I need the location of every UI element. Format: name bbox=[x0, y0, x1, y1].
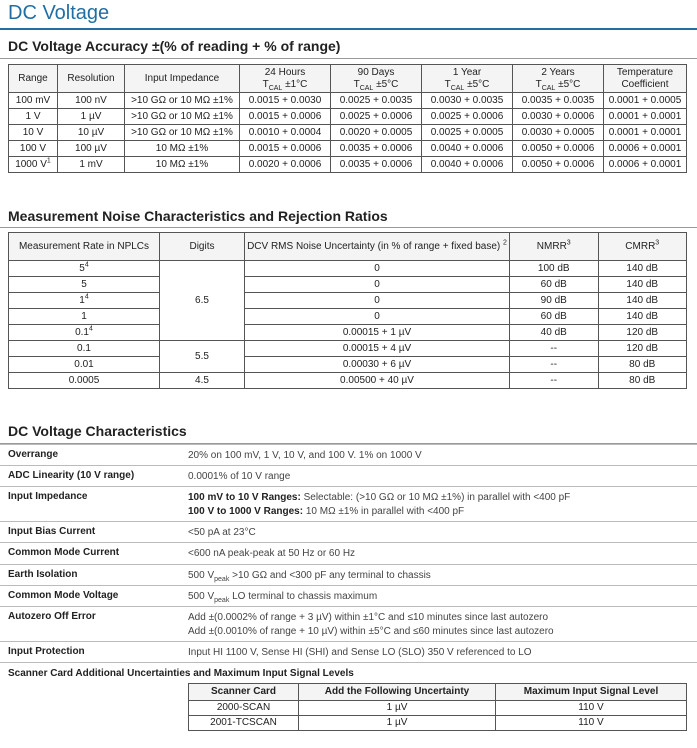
table-cell: 0.0010 + 0.0004 bbox=[240, 125, 331, 141]
table-cell: 140 dB bbox=[598, 277, 687, 293]
table-cell: 0.0040 + 0.0006 bbox=[422, 141, 513, 157]
table-cell: 0 bbox=[245, 293, 510, 309]
table-cell: >10 GΩ or 10 MΩ ±1% bbox=[125, 93, 240, 109]
table-cell: 100 mV bbox=[9, 93, 58, 109]
header-t: T bbox=[535, 78, 542, 90]
noise-title: Measurement Noise Characteristics and Rejection Ratios bbox=[8, 208, 388, 224]
header-t: T bbox=[353, 78, 360, 90]
table-cell: 100 µV bbox=[58, 141, 125, 157]
spec-value bbox=[188, 491, 570, 519]
spec-label: Input Protection bbox=[8, 646, 85, 657]
table-cell: 0.01 bbox=[9, 357, 160, 373]
col-header bbox=[331, 65, 422, 93]
cell-text: 1 bbox=[79, 294, 85, 306]
col-header: Add the Following Uncertainty bbox=[299, 684, 496, 701]
spec-label: Earth Isolation bbox=[8, 569, 78, 580]
accuracy-table bbox=[8, 64, 687, 173]
table-cell: 0.0035 + 0.0035 bbox=[513, 93, 604, 109]
title-rule bbox=[0, 28, 697, 30]
table-cell: 0.0035 + 0.0006 bbox=[331, 157, 422, 173]
table-cell: >10 GΩ or 10 MΩ ±1% bbox=[125, 109, 240, 125]
table-cell: 110 V bbox=[496, 716, 687, 731]
table-cell: 0.0015 + 0.0006 bbox=[240, 109, 331, 125]
spec-row-autozero bbox=[0, 606, 697, 642]
table-row bbox=[9, 357, 687, 373]
spec-label: Common Mode Current bbox=[8, 547, 120, 558]
spec-row-earth bbox=[0, 564, 697, 586]
col-header bbox=[510, 233, 599, 261]
table-row bbox=[9, 293, 687, 309]
col-header: Measurement Rate in NPLCs bbox=[9, 233, 160, 261]
footnote-mark: 4 bbox=[84, 293, 89, 301]
spec-value bbox=[188, 569, 431, 583]
spec-sub: peak bbox=[214, 597, 230, 604]
table-row bbox=[9, 125, 687, 141]
table-cell: 4.5 bbox=[160, 373, 245, 389]
spec-text: Add ±(0.0010% of range + 10 µV) within ±5°C and ≤60 minutes since last autozero bbox=[188, 626, 554, 637]
header-tol: ±5°C bbox=[464, 78, 490, 90]
table-cell: 0.0001 + 0.0005 bbox=[604, 93, 687, 109]
table-cell: 40 dB bbox=[510, 325, 599, 341]
spec-text: 500 V bbox=[188, 570, 215, 581]
table-cell: 5 bbox=[9, 277, 160, 293]
header-tol: ±5°C bbox=[373, 78, 399, 90]
spec-text: >10 GΩ and <300 pF any terminal to chassis bbox=[229, 570, 431, 581]
characteristics-title: DC Voltage Characteristics bbox=[8, 423, 187, 439]
table-cell: 1 µV bbox=[58, 109, 125, 125]
header-text: 90 Days bbox=[357, 66, 395, 78]
col-header: Input Impedance bbox=[125, 65, 240, 93]
table-cell: 0.1 bbox=[9, 341, 160, 357]
table-cell: 90 dB bbox=[510, 293, 599, 309]
table-cell: 0.0025 + 0.0006 bbox=[331, 109, 422, 125]
table-cell: 0.0006 + 0.0001 bbox=[604, 141, 687, 157]
scanner-title: Scanner Card Additional Uncertainties and Maximum Input Signal Levels bbox=[8, 668, 354, 679]
table-cell bbox=[9, 325, 160, 341]
table-row bbox=[9, 109, 687, 125]
table-row bbox=[9, 157, 687, 173]
spec-range-text: 10 MΩ ±1% in parallel with <400 pF bbox=[303, 506, 465, 517]
table-cell bbox=[9, 293, 160, 309]
header-sub: CAL bbox=[359, 84, 374, 92]
footnote-mark: 3 bbox=[566, 239, 571, 247]
spec-value bbox=[188, 611, 554, 639]
table-cell: 0.0020 + 0.0006 bbox=[240, 157, 331, 173]
table-cell: -- bbox=[510, 341, 599, 357]
spec-text: 500 V bbox=[188, 591, 215, 602]
table-row bbox=[189, 716, 687, 731]
table-cell: 60 dB bbox=[510, 277, 599, 293]
header-sub: CAL bbox=[450, 84, 465, 92]
table-cell: 60 dB bbox=[510, 309, 599, 325]
spec-range-text: Selectable: (>10 GΩ or 10 MΩ ±1%) in parallel with <400 pF bbox=[300, 492, 571, 503]
table-cell: 100 V bbox=[9, 141, 58, 157]
cell-text: 5 bbox=[79, 262, 85, 274]
footnote-mark: 4 bbox=[84, 261, 89, 269]
col-header: Resolution bbox=[58, 65, 125, 93]
spec-label: ADC Linearity (10 V range) bbox=[8, 470, 135, 481]
col-header bbox=[245, 233, 510, 261]
footnote-mark: 2 bbox=[503, 239, 507, 247]
header-text: DCV RMS Noise Uncertainty (in % of range + fixed base) bbox=[247, 240, 501, 252]
spec-row-bias bbox=[0, 521, 697, 543]
spec-label: Input Impedance bbox=[8, 491, 88, 502]
spec-value: Input HI 1100 V, Sense HI (SHI) and Sense LO (SLO) 350 V referenced to LO bbox=[188, 647, 532, 658]
header-sub: CAL bbox=[541, 84, 556, 92]
table-cell: >10 GΩ or 10 MΩ ±1% bbox=[125, 125, 240, 141]
table-cell: 0.0020 + 0.0005 bbox=[331, 125, 422, 141]
spec-label: Overrange bbox=[8, 449, 59, 460]
spec-value bbox=[188, 590, 377, 604]
table-row bbox=[9, 373, 687, 389]
col-header: Scanner Card bbox=[189, 684, 299, 701]
header-t: T bbox=[262, 78, 269, 90]
table-row bbox=[9, 277, 687, 293]
col-header: Digits bbox=[160, 233, 245, 261]
col-header: Temperature Coefficient bbox=[604, 65, 687, 93]
table-cell: 140 dB bbox=[598, 261, 687, 277]
table-cell: 0.00015 + 1 µV bbox=[245, 325, 510, 341]
table-cell: 1 bbox=[9, 309, 160, 325]
table-cell: 2000-SCAN bbox=[189, 701, 299, 716]
table-cell: 80 dB bbox=[598, 373, 687, 389]
table-cell: 6.5 bbox=[160, 261, 245, 341]
table-cell: 80 dB bbox=[598, 357, 687, 373]
section-rule bbox=[0, 662, 697, 663]
table-cell: -- bbox=[510, 373, 599, 389]
header-text: CMRR bbox=[625, 240, 656, 252]
table-cell: 0.00030 + 6 µV bbox=[245, 357, 510, 373]
spec-text: LO terminal to chassis maximum bbox=[229, 591, 378, 602]
table-cell: 0.00500 + 40 µV bbox=[245, 373, 510, 389]
spec-row-cmc bbox=[0, 542, 697, 565]
spec-sub: peak bbox=[214, 576, 230, 583]
table-cell: 0 bbox=[245, 309, 510, 325]
table-cell: 5.5 bbox=[160, 341, 245, 373]
table-cell: 10 MΩ ±1% bbox=[125, 141, 240, 157]
accuracy-title: DC Voltage Accuracy ±(% of reading + % of range) bbox=[8, 38, 341, 54]
table-row bbox=[9, 309, 687, 325]
table-cell: -- bbox=[510, 357, 599, 373]
table-cell: 0.0035 + 0.0006 bbox=[331, 141, 422, 157]
header-text: NMRR bbox=[536, 240, 567, 252]
spec-range-label: 100 V to 1000 V Ranges: bbox=[188, 506, 304, 517]
col-header bbox=[422, 65, 513, 93]
footnote-mark: 1 bbox=[46, 157, 51, 165]
spec-value: 0.0001% of 10 V range bbox=[188, 471, 291, 482]
spec-label: Autozero Off Error bbox=[8, 611, 96, 622]
table-cell: 0.0015 + 0.0006 bbox=[240, 141, 331, 157]
spec-label: Common Mode Voltage bbox=[8, 590, 119, 601]
spec-row-adc bbox=[0, 465, 697, 487]
table-cell: 140 dB bbox=[598, 309, 687, 325]
table-cell: 0 bbox=[245, 277, 510, 293]
table-cell: 0.0030 + 0.0006 bbox=[513, 109, 604, 125]
table-cell: 1 V bbox=[9, 109, 58, 125]
table-cell bbox=[9, 261, 160, 277]
footnote-mark: 4 bbox=[89, 325, 93, 333]
spec-value: <600 nA peak-peak at 50 Hz or 60 Hz bbox=[188, 548, 356, 559]
spec-range-label: 100 mV to 10 V Ranges: bbox=[188, 492, 301, 503]
table-cell: 0.0040 + 0.0006 bbox=[422, 157, 513, 173]
cell-text: 1000 V bbox=[15, 158, 47, 170]
table-cell: 2001-TCSCAN bbox=[189, 716, 299, 731]
table-cell: 0.0030 + 0.0005 bbox=[513, 125, 604, 141]
table-cell: 1 µV bbox=[299, 716, 496, 731]
table-row bbox=[9, 93, 687, 109]
table-cell: 0.0050 + 0.0006 bbox=[513, 141, 604, 157]
table-cell: 10 V bbox=[9, 125, 58, 141]
table-cell: 0.0006 + 0.0001 bbox=[604, 157, 687, 173]
table-cell: 0.0025 + 0.0035 bbox=[331, 93, 422, 109]
col-header: Range bbox=[9, 65, 58, 93]
table-cell: 0.0030 + 0.0035 bbox=[422, 93, 513, 109]
footnote-mark: 3 bbox=[655, 239, 660, 247]
spec-text: Add ±(0.0002% of range + 3 µV) within ±1°C and ≤10 minutes since last autozero bbox=[188, 612, 549, 623]
section-rule bbox=[0, 58, 697, 59]
col-header bbox=[240, 65, 331, 93]
spec-label: Input Bias Current bbox=[8, 526, 96, 537]
table-cell: 0 bbox=[245, 261, 510, 277]
table-cell: 100 dB bbox=[510, 261, 599, 277]
table-cell: 0.00015 + 4 µV bbox=[245, 341, 510, 357]
noise-table bbox=[8, 232, 687, 389]
table-cell: 10 MΩ ±1% bbox=[125, 157, 240, 173]
col-header: Maximum Input Signal Level bbox=[496, 684, 687, 701]
table-cell bbox=[9, 157, 58, 173]
table-cell: 10 µV bbox=[58, 125, 125, 141]
table-cell: 0.0001 + 0.0001 bbox=[604, 125, 687, 141]
table-cell: 0.0001 + 0.0001 bbox=[604, 109, 687, 125]
spec-row-overrange bbox=[0, 444, 697, 466]
header-t: T bbox=[444, 78, 451, 90]
table-cell: 120 dB bbox=[598, 325, 687, 341]
table-cell: 0.0005 bbox=[9, 373, 160, 389]
table-row bbox=[9, 341, 687, 357]
spec-row-cmv bbox=[0, 585, 697, 607]
table-cell: 140 dB bbox=[598, 293, 687, 309]
table-cell: 1 mV bbox=[58, 157, 125, 173]
header-text: 2 Years bbox=[541, 66, 575, 78]
table-row bbox=[9, 261, 687, 277]
scanner-table bbox=[188, 683, 687, 731]
section-rule bbox=[0, 227, 697, 228]
table-cell: 0.0050 + 0.0006 bbox=[513, 157, 604, 173]
table-cell: 120 dB bbox=[598, 341, 687, 357]
table-cell: 110 V bbox=[496, 701, 687, 716]
spec-value: <50 pA at 23°C bbox=[188, 527, 256, 538]
header-text: 1 Year bbox=[452, 66, 482, 78]
header-sub: CAL bbox=[268, 84, 283, 92]
page-title: DC Voltage bbox=[8, 2, 110, 24]
spec-row-impedance bbox=[0, 486, 697, 522]
spec-value: 20% on 100 mV, 1 V, 10 V, and 100 V. 1% on 1000 V bbox=[188, 450, 422, 461]
table-cell: 0.0025 + 0.0006 bbox=[422, 109, 513, 125]
table-cell: 0.0015 + 0.0030 bbox=[240, 93, 331, 109]
spec-row-protection bbox=[0, 641, 697, 663]
table-row bbox=[189, 701, 687, 716]
table-cell: 100 nV bbox=[58, 93, 125, 109]
table-row bbox=[9, 141, 687, 157]
header-text: 24 Hours bbox=[264, 66, 306, 78]
table-cell: 0.0025 + 0.0005 bbox=[422, 125, 513, 141]
header-tol: ±5°C bbox=[555, 78, 581, 90]
header-tol: ±1°C bbox=[282, 78, 308, 90]
table-cell: 1 µV bbox=[299, 701, 496, 716]
col-header bbox=[513, 65, 604, 93]
table-row bbox=[9, 325, 687, 341]
cell-text: 0.1 bbox=[75, 326, 89, 338]
col-header bbox=[598, 233, 687, 261]
